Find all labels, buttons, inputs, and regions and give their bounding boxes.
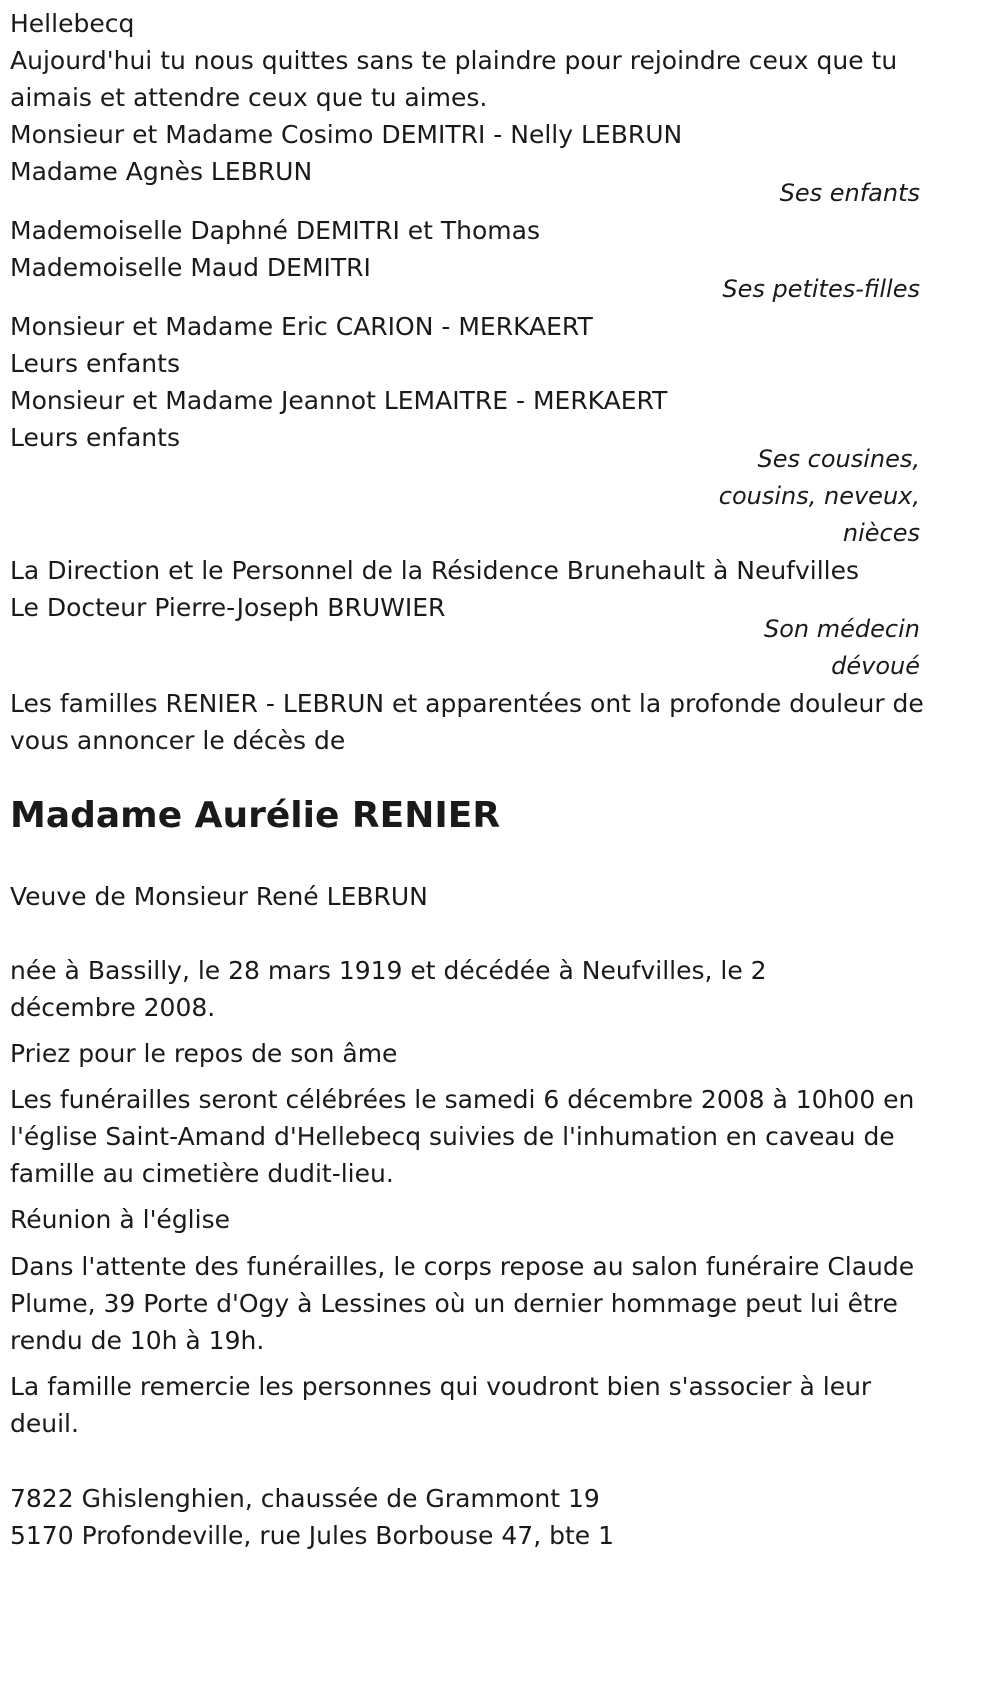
- staff-line: Le Docteur Pierre-Joseph BRUWIER: [10, 593, 446, 622]
- address-line: 7822 Ghislenghien, chaussée de Grammont 19: [10, 1484, 600, 1513]
- cousins-role: [719, 441, 920, 552]
- children-line: Madame Agnès LEBRUN: [10, 157, 313, 186]
- doctor-role-line: dévoué: [831, 652, 920, 680]
- funeral-info: [10, 1081, 920, 1192]
- funeral-text: Les funérailles seront célébrées le samedi 6 décembre 2008 à 10h00 en l'église Saint-Amand d'Hellebecq suivies de l'inhumation en caveau de famille au cimetière dudit-lieu.: [10, 1085, 915, 1188]
- announcement-text: Les familles RENIER - LEBRUN et apparentées ont la profonde douleur de vous annoncer le décès de: [10, 689, 924, 755]
- birth-death: [10, 952, 890, 1026]
- grandchildren-role: Ses petites-filles: [722, 275, 920, 303]
- opening-quote: Aujourd'hui tu nous quittes sans te plaindre pour rejoindre ceux que tu aimais et attendre ceux que tu aimes.: [10, 46, 898, 112]
- grandchildren-line: Mademoiselle Maud DEMITRI: [10, 253, 371, 282]
- grandchildren-line: Mademoiselle Daphné DEMITRI et Thomas: [10, 216, 541, 245]
- cousins-line: Leurs enfants: [10, 349, 180, 378]
- widow-of: [10, 878, 985, 915]
- thanks-text: La famille remercie les personnes qui voudront bien s'associer à leur deuil.: [10, 1372, 872, 1438]
- cousins-line: Leurs enfants: [10, 423, 180, 452]
- addresses: [10, 1480, 985, 1554]
- meeting: [10, 1201, 985, 1238]
- birth-death-text: née à Bassilly, le 28 mars 1919 et décédée à Neufvilles, le 2 décembre 2008.: [10, 956, 767, 1022]
- address-line: 5170 Profondeville, rue Jules Borbouse 47, bte 1: [10, 1521, 614, 1550]
- prayer-text: Priez pour le repos de son âme: [10, 1039, 398, 1068]
- viewing-text: Dans l'attente des funérailles, le corps repose au salon funéraire Claude Plume, 39 Porte d'Ogy à Lessines où un dernier hommage peut lui être rendu de 10h à 19h.: [10, 1252, 915, 1355]
- cousins-role-line: cousins, neveux,: [718, 482, 920, 510]
- village-name: Hellebecq: [10, 9, 135, 38]
- thanks: [10, 1368, 890, 1442]
- meeting-text: Réunion à l'église: [10, 1205, 230, 1234]
- header: [10, 5, 985, 116]
- prayer: [10, 1035, 985, 1072]
- viewing-info: [10, 1248, 920, 1359]
- doctor-role-line: Son médecin: [764, 615, 920, 643]
- staff-line: La Direction et le Personnel de la Résidence Brunehault à Neufvilles: [10, 556, 860, 585]
- cousins-role-line: Ses cousines,: [757, 445, 920, 473]
- children-line: Monsieur et Madame Cosimo DEMITRI - Nelly LEBRUN: [10, 120, 683, 149]
- cousins-line: Monsieur et Madame Jeannot LEMAITRE - MERKAERT: [10, 386, 668, 415]
- cousins-line: Monsieur et Madame Eric CARION - MERKAERT: [10, 312, 593, 341]
- cousins-role-line: nièces: [842, 519, 920, 547]
- children-role: Ses enfants: [779, 179, 920, 207]
- cousins-group: [10, 308, 985, 456]
- deceased-name: Madame Aurélie RENIER: [10, 795, 501, 836]
- announcement: [10, 685, 930, 759]
- doctor-role: [764, 611, 920, 685]
- widow-of-text: Veuve de Monsieur René LEBRUN: [10, 882, 428, 911]
